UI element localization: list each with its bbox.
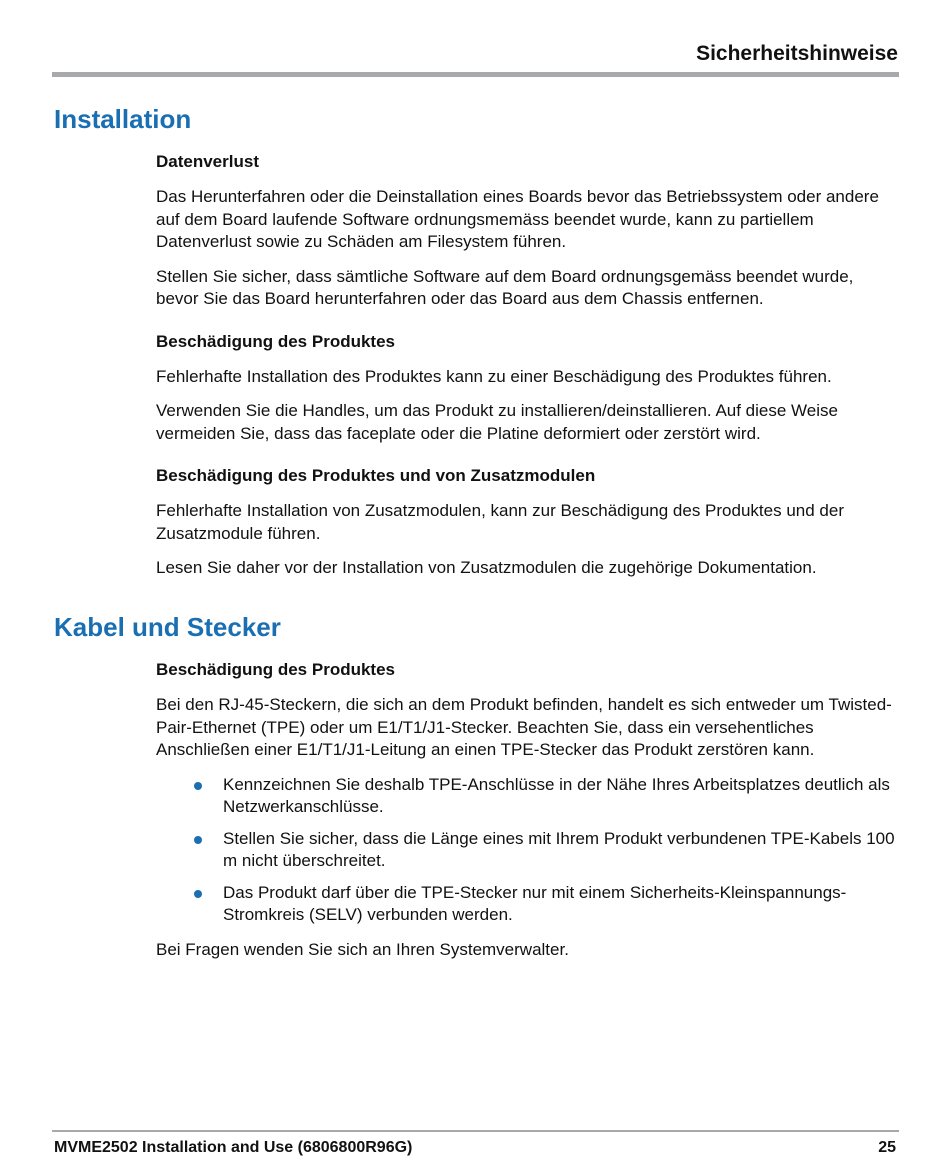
kabel-content <box>156 659 900 973</box>
section-title-installation: Installation <box>54 104 192 134</box>
paragraph: Fehlerhafte Installation von Zusatzmodulen, kann zur Beschädigung des Produktes und der Zusatzmodule führen. <box>156 501 844 543</box>
paragraph: Verwenden Sie die Handles, um das Produkt zu installieren/deinstallieren. Auf diese Weise vermeiden Sie, dass das faceplate oder die Platine deformiert oder zerstört wird. <box>156 401 838 443</box>
subheading-zusatzmodule: Beschädigung des Produktes und von Zusatzmodulen <box>156 466 596 485</box>
page-number: 25 <box>878 1139 896 1156</box>
list-item: Kennzeichnen Sie deshalb TPE-Anschlüsse in der Nähe Ihres Arbeitsplatzes deutlich als Netzwerkanschlüsse. <box>156 774 900 819</box>
paragraph: Fehlerhafte Installation des Produktes kann zu einer Beschädigung des Produktes führen. <box>156 366 832 386</box>
paragraph: Bei Fragen wenden Sie sich an Ihren Systemverwalter. <box>156 939 569 959</box>
subheading-beschaedigung: Beschädigung des Produktes <box>156 331 395 351</box>
paragraph: Stellen Sie sicher, dass sämtliche Software auf dem Board ordnungsgemäss beendet wurde, bevor Sie das Board herunterfahren oder das Board aus dem Chassis entfernen. <box>156 266 854 308</box>
section-title-kabel-und-stecker: Kabel und Stecker <box>54 612 281 642</box>
paragraph: Lesen Sie daher vor der Installation von Zusatzmodulen die zugehörige Dokumentation. <box>156 558 817 577</box>
running-header-title: Sicherheitshinweise <box>696 42 898 65</box>
list-item: Stellen Sie sicher, dass die Länge eines mit Ihrem Produkt verbundenen TPE-Kabels 100 m nicht überschreitet. <box>156 828 900 873</box>
subheading-beschaedigung-kabel: Beschädigung des Produktes <box>156 660 395 679</box>
subheading-datenverlust: Datenverlust <box>156 152 259 171</box>
footer-doc-title: MVME2502 Installation and Use (6806800R96G) <box>54 1139 413 1156</box>
bullet-list <box>156 774 900 927</box>
list-item: Das Produkt darf über die TPE-Stecker nur mit einem Sicherheits-Kleinspannungs-Stromkreis (SELV) verbunden werden. <box>156 882 900 927</box>
bullet-icon <box>194 836 202 844</box>
footer-rule <box>52 1130 899 1132</box>
bullet-icon <box>194 782 202 790</box>
paragraph: Das Herunterfahren oder die Deinstallation eines Boards bevor das Betriebssystem oder andere auf dem Board laufende Software ordnungsmemäss beendet wurde, kann zu partiellem Datenverlust sowie zu Schäden am Filesystem führen. <box>156 187 879 251</box>
bullet-icon <box>194 890 202 898</box>
header-rule <box>52 72 899 77</box>
paragraph: Bei den RJ-45-Steckern, die sich an dem Produkt befinden, handelt es sich entweder um Twisted-Pair-Ethernet (TPE) oder um E1/T1/J1-Stecker. Beachten Sie, dass ein versehentliches Anschließen einer E1/T1/J1-Leitung an einen TPE-Stecker das Produkt zerstören kann. <box>156 695 892 759</box>
installation-content <box>156 151 900 592</box>
